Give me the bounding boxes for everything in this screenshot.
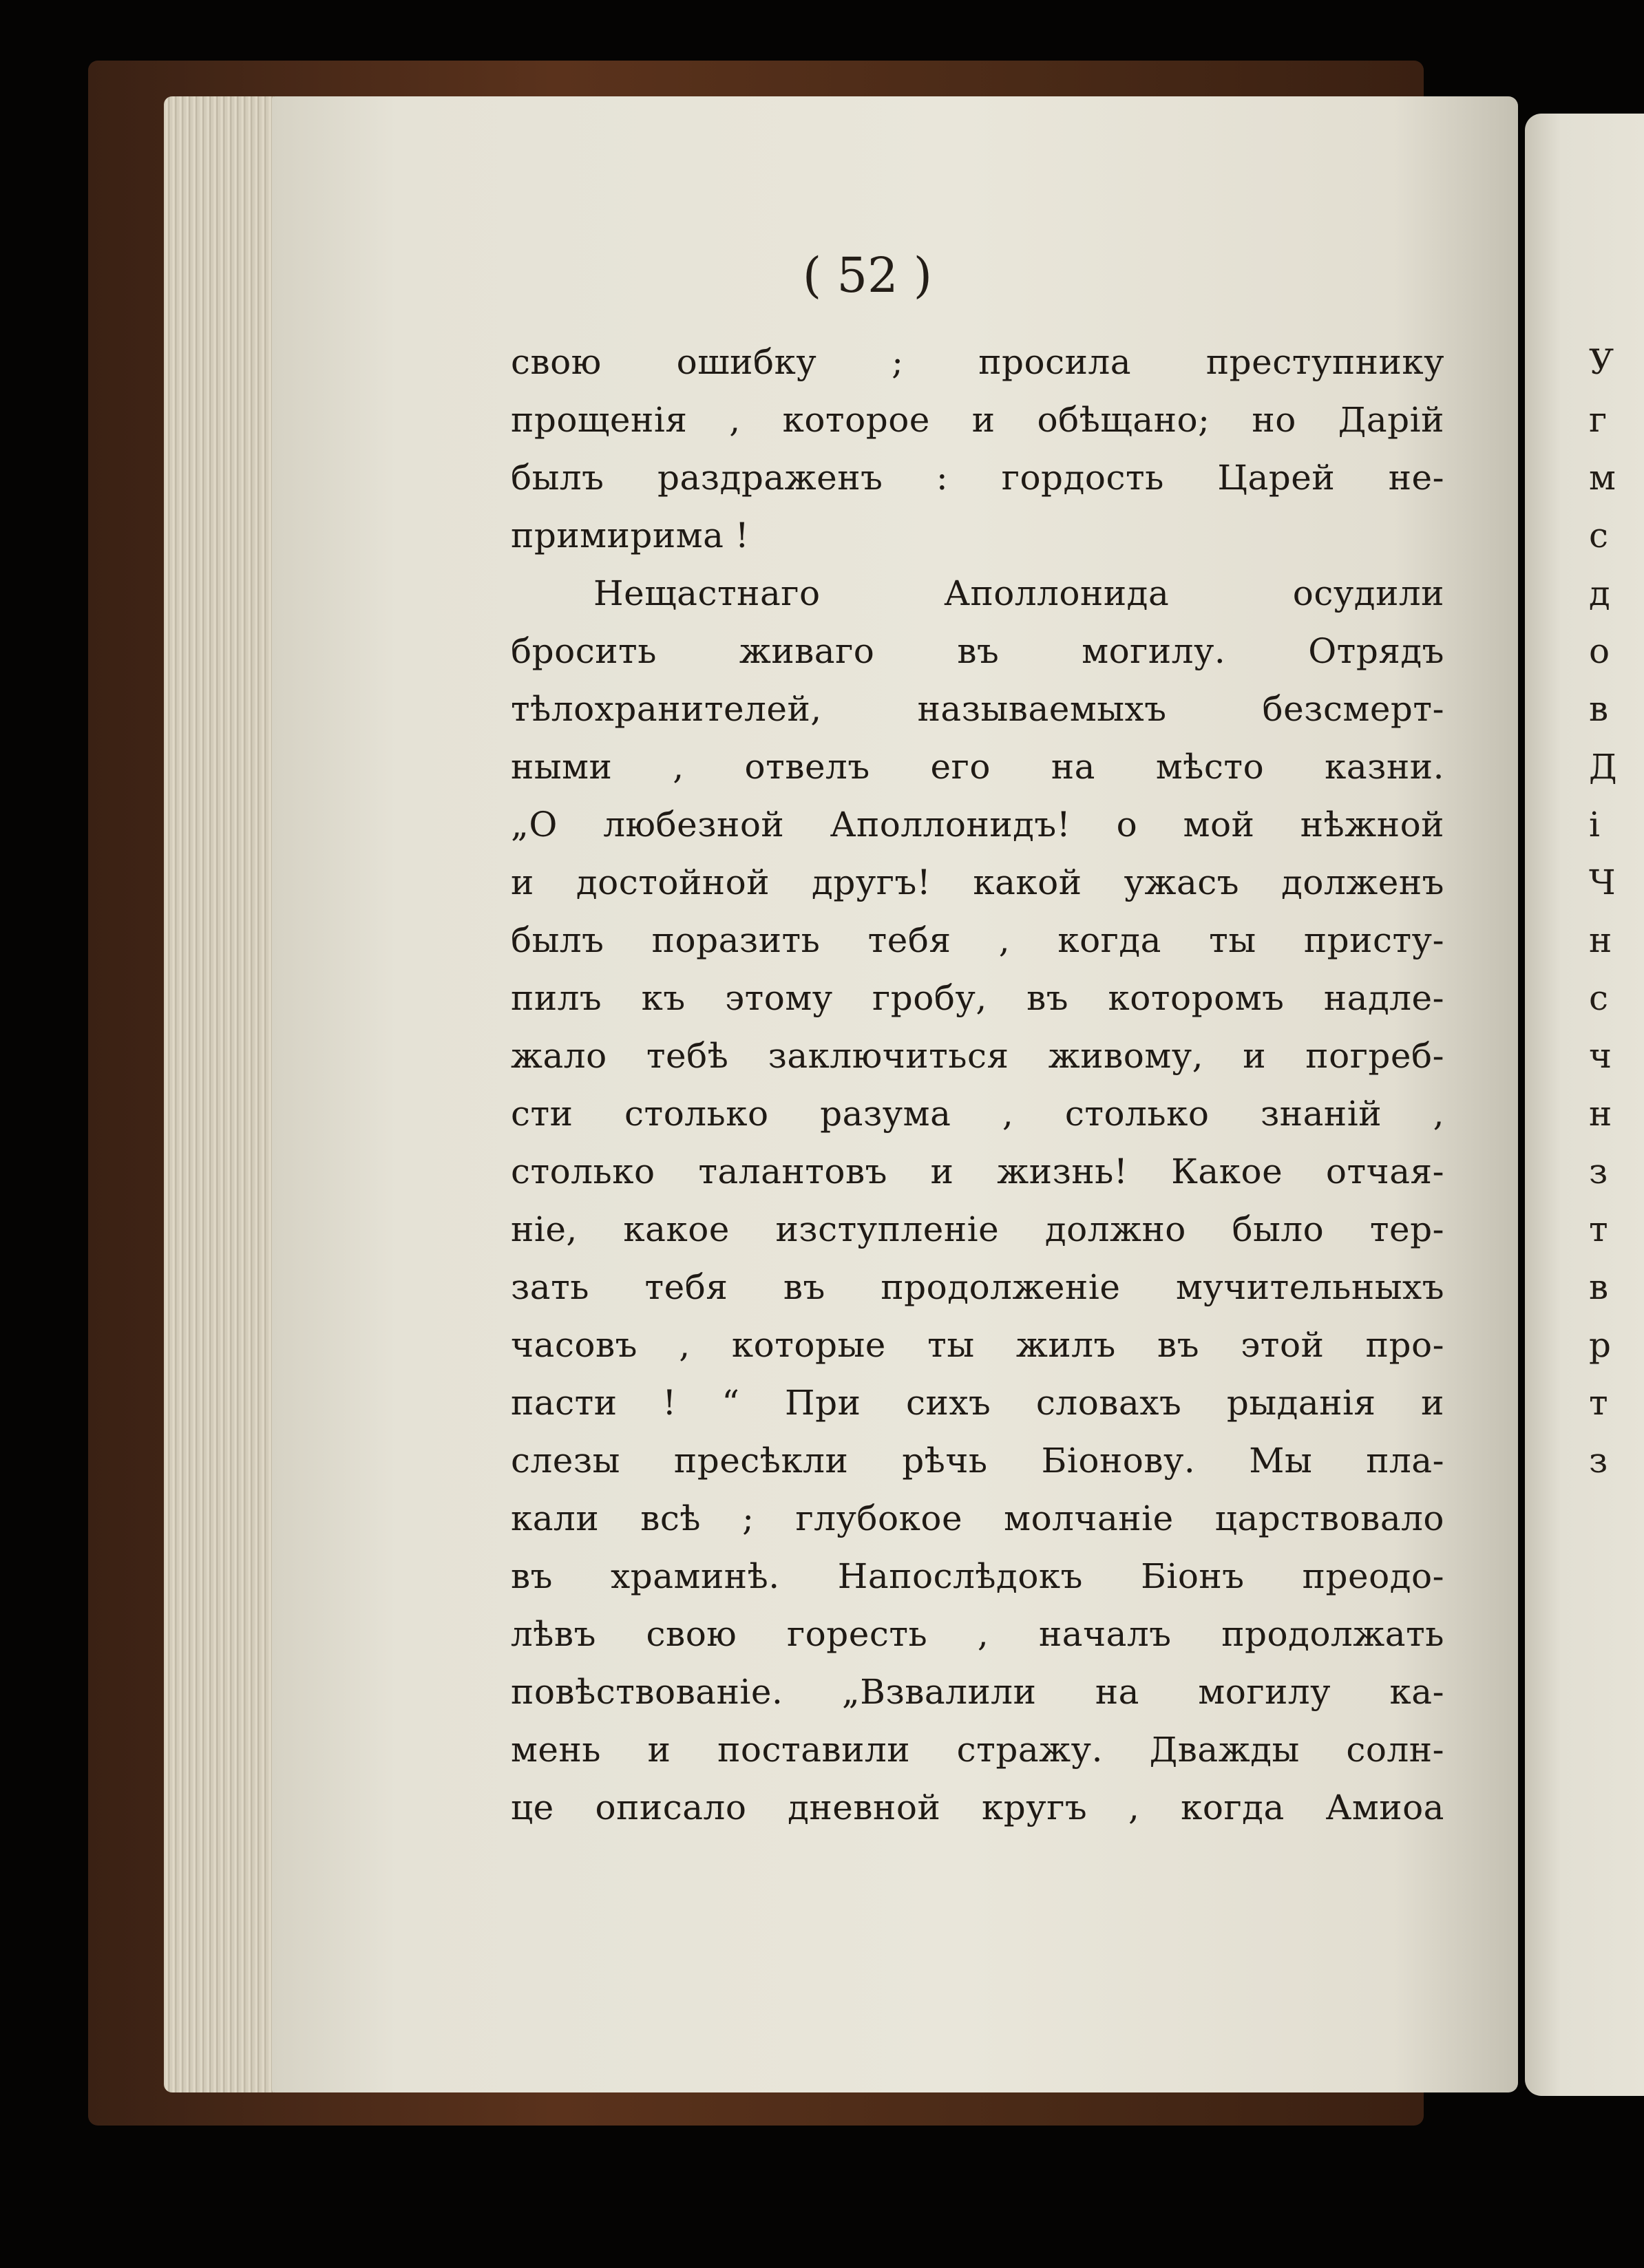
facing-page-letter: д <box>1589 573 1610 613</box>
text-line: Нещастнаго Аполлонида осудили <box>593 573 1444 613</box>
page-number: ( 52 ) <box>802 247 933 304</box>
text-line: столько талантовъ и жизнь! Какое отчая- <box>511 1152 1444 1191</box>
facing-page-letter: н <box>1589 1094 1612 1134</box>
text-line: повѣствованіе. „Взвалили на могилу ка- <box>511 1672 1444 1712</box>
text-line: часовъ , которые ты жилъ въ этой про- <box>511 1325 1444 1365</box>
page-edges <box>164 96 274 2092</box>
facing-page-letter: У <box>1589 342 1614 382</box>
text-line: пасти ! “ При сихъ словахъ рыданія и <box>511 1383 1444 1423</box>
text-line: былъ поразить тебя , когда ты присту- <box>511 920 1444 960</box>
facing-page-letter: м <box>1589 458 1616 498</box>
text-line: „О любезной Аполлонидъ! о мой нѣжной <box>511 805 1444 845</box>
facing-page-letter: ч <box>1589 1036 1612 1076</box>
text-line: сти столько разума , столько знаній , <box>511 1094 1444 1134</box>
text-line: прощенія , которое и обѣщано; но Дарій <box>511 400 1444 440</box>
text-line: въ храминѣ. Напослѣдокъ Біонъ преодо- <box>511 1556 1444 1596</box>
facing-page-letter: с <box>1589 978 1609 1018</box>
text-line: бросить живаго въ могилу. Отрядъ <box>511 631 1444 671</box>
facing-page-letter: т <box>1589 1209 1608 1249</box>
text-line: ными , отвелъ его на мѣсто казни. <box>511 747 1444 787</box>
facing-page-letter: т <box>1589 1383 1608 1423</box>
page-text <box>511 333 1444 1836</box>
facing-page-letter: Ч <box>1589 862 1616 902</box>
text-line: ніе, какое изступленіе должно было тер- <box>511 1209 1444 1249</box>
text-line: пилъ къ этому гробу, въ которомъ надле- <box>511 978 1444 1018</box>
text-line: зать тебя въ продолженіе мучительныхъ <box>511 1267 1444 1307</box>
facing-page-edge-text <box>1589 333 1637 1490</box>
facing-page-letter: в <box>1589 689 1609 729</box>
text-line: жало тебѣ заключиться живому, и погреб- <box>511 1036 1444 1076</box>
facing-page-letter: р <box>1589 1325 1612 1365</box>
facing-page-letter: с <box>1589 516 1609 555</box>
text-line: примирима ! <box>511 516 750 555</box>
text-line: тѣлохранителей, называемыхъ безсмерт- <box>511 689 1444 729</box>
text-line: свою ошибку ; просила преступнику <box>511 342 1444 382</box>
text-line: и достойной другъ! какой ужасъ долженъ <box>511 862 1444 902</box>
text-line: лѣвъ свою горесть , началъ продолжать <box>511 1614 1444 1654</box>
facing-page-letter: з <box>1589 1152 1608 1191</box>
facing-page-letter: г <box>1589 400 1608 440</box>
facing-page-letter: о <box>1589 631 1610 671</box>
text-line: слезы пресѣкли рѣчь Біонову. Мы пла- <box>511 1441 1444 1481</box>
text-line: мень и поставили стражу. Дважды солн- <box>511 1730 1444 1770</box>
text-line: кали всѣ ; глубокое молчаніе царствовало <box>511 1498 1444 1538</box>
facing-page-letter: в <box>1589 1267 1609 1307</box>
text-line: былъ раздраженъ : гордость Царей не- <box>511 458 1444 498</box>
text-line: це описало дневной кругъ , когда Амиоа <box>511 1788 1444 1827</box>
facing-page-letter: і <box>1589 805 1600 845</box>
facing-page-letter: н <box>1589 920 1612 960</box>
facing-page-letter: з <box>1589 1441 1608 1481</box>
facing-page-letter: Д <box>1589 747 1617 787</box>
